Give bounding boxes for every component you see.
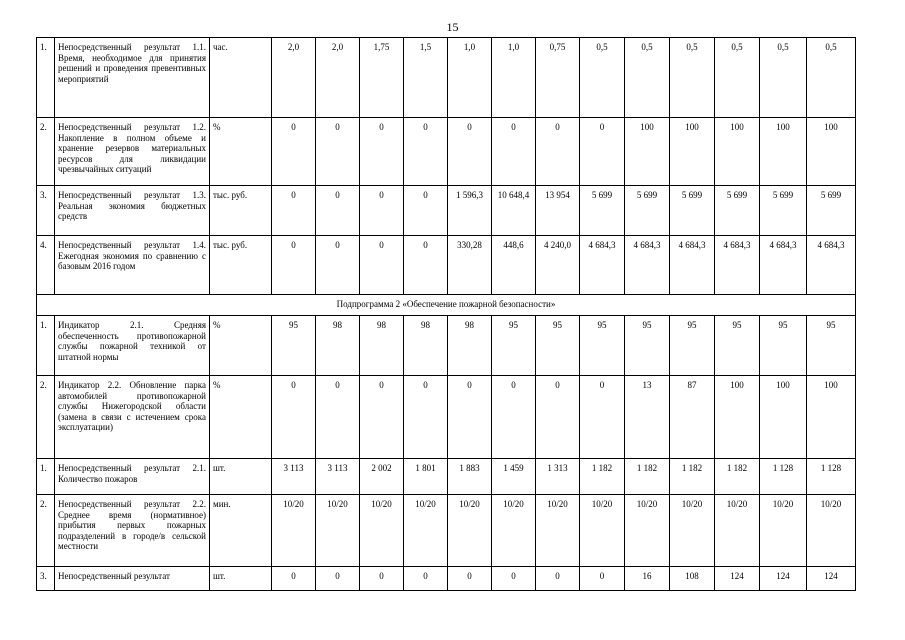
value-cell: 2,0: [272, 38, 316, 118]
value-cell: 0: [580, 376, 625, 459]
value-cell: 1 801: [404, 459, 448, 495]
value-cell: 1 459: [492, 459, 536, 495]
row-number: 3.: [37, 567, 55, 591]
value-cell: 4 240,0: [536, 236, 580, 295]
value-cell: 0,5: [760, 38, 807, 118]
value-cell: 0,5: [670, 38, 715, 118]
row-number: 1.: [37, 38, 55, 118]
value-cell: 95: [625, 316, 670, 376]
row-number: 2.: [37, 118, 55, 186]
value-cell: 0,75: [536, 38, 580, 118]
value-cell: 1,0: [448, 38, 492, 118]
value-cell: 10/20: [492, 495, 536, 567]
unit-cell: мин.: [210, 495, 272, 567]
value-cell: 1 128: [807, 459, 856, 495]
value-cell: 0: [536, 376, 580, 459]
value-cell: 0: [492, 118, 536, 186]
value-cell: 95: [807, 316, 856, 376]
value-cell: 10/20: [536, 495, 580, 567]
table-row: [37, 567, 856, 591]
page-number: 15: [446, 20, 459, 34]
table-row: [37, 376, 856, 459]
table-row: [37, 316, 856, 376]
row-number: 2.: [37, 376, 55, 459]
value-cell: 0: [272, 567, 316, 591]
section-header-row: [37, 295, 856, 316]
value-cell: 0: [580, 118, 625, 186]
value-cell: 0: [580, 567, 625, 591]
value-cell: 10/20: [807, 495, 856, 567]
value-cell: 0: [492, 376, 536, 459]
value-cell: 0,5: [580, 38, 625, 118]
value-cell: 0: [536, 118, 580, 186]
value-cell: 0: [360, 186, 404, 236]
value-cell: 13: [625, 376, 670, 459]
value-cell: 10/20: [760, 495, 807, 567]
unit-cell: шт.: [210, 567, 272, 591]
value-cell: 5 699: [580, 186, 625, 236]
row-number: 1.: [37, 316, 55, 376]
value-cell: 100: [760, 376, 807, 459]
value-cell: 1 128: [760, 459, 807, 495]
section-title: Подпрограмма 2 «Обеспечение пожарной безопасности»: [37, 295, 856, 316]
value-cell: 4 684,3: [715, 236, 760, 295]
value-cell: 1 182: [670, 459, 715, 495]
value-cell: 108: [670, 567, 715, 591]
value-cell: 0: [316, 567, 360, 591]
value-cell: 0: [404, 376, 448, 459]
table-row: [37, 495, 856, 567]
value-cell: 1 182: [715, 459, 760, 495]
value-cell: 0,5: [807, 38, 856, 118]
table-row: [37, 236, 856, 295]
value-cell: 1,5: [404, 38, 448, 118]
value-cell: 448,6: [492, 236, 536, 295]
value-cell: 3 113: [272, 459, 316, 495]
value-cell: 0: [316, 186, 360, 236]
row-number: 4.: [37, 236, 55, 295]
table-row: [37, 186, 856, 236]
indicator-name: Непосредственный результат 2.1. Количество пожаров: [55, 459, 210, 495]
value-cell: 0: [272, 118, 316, 186]
value-cell: 98: [448, 316, 492, 376]
value-cell: 95: [760, 316, 807, 376]
indicator-name: Непосредственный результат: [55, 567, 210, 591]
value-cell: 0: [360, 376, 404, 459]
value-cell: 1 883: [448, 459, 492, 495]
value-cell: 10/20: [448, 495, 492, 567]
value-cell: 10 648,4: [492, 186, 536, 236]
value-cell: 0: [272, 186, 316, 236]
value-cell: 5 699: [625, 186, 670, 236]
unit-cell: %: [210, 376, 272, 459]
table-row: [37, 38, 856, 118]
unit-cell: %: [210, 118, 272, 186]
value-cell: 95: [492, 316, 536, 376]
row-number: 2.: [37, 495, 55, 567]
value-cell: 330,28: [448, 236, 492, 295]
indicator-name: Индикатор 2.2. Обновление парка автомобилей противопожарной службы Нижегородской области (замена в связи с истечением срока эксплуатации): [55, 376, 210, 459]
unit-cell: час.: [210, 38, 272, 118]
value-cell: 100: [807, 376, 856, 459]
value-cell: 10/20: [316, 495, 360, 567]
value-cell: 0: [316, 118, 360, 186]
indicators-table: [36, 37, 856, 591]
value-cell: 1 182: [580, 459, 625, 495]
value-cell: 124: [715, 567, 760, 591]
value-cell: 4 684,3: [625, 236, 670, 295]
value-cell: 4 684,3: [807, 236, 856, 295]
unit-cell: тыс. руб.: [210, 236, 272, 295]
value-cell: 0: [272, 236, 316, 295]
value-cell: 1 313: [536, 459, 580, 495]
value-cell: 3 113: [316, 459, 360, 495]
value-cell: 5 699: [670, 186, 715, 236]
value-cell: 0: [404, 236, 448, 295]
value-cell: 124: [760, 567, 807, 591]
value-cell: 1,0: [492, 38, 536, 118]
value-cell: 0: [360, 236, 404, 295]
value-cell: 5 699: [760, 186, 807, 236]
value-cell: 100: [807, 118, 856, 186]
value-cell: 100: [715, 118, 760, 186]
value-cell: 10/20: [360, 495, 404, 567]
value-cell: 0: [316, 236, 360, 295]
value-cell: 2,0: [316, 38, 360, 118]
value-cell: 0: [404, 567, 448, 591]
indicator-name: Непосредственный результат 2.2. Среднее время (нормативное) прибытия первых пожарных подразделений в городе/в сельской местности: [55, 495, 210, 567]
value-cell: 95: [536, 316, 580, 376]
value-cell: 95: [580, 316, 625, 376]
value-cell: 0: [272, 376, 316, 459]
value-cell: 124: [807, 567, 856, 591]
value-cell: 2 002: [360, 459, 404, 495]
value-cell: 98: [360, 316, 404, 376]
value-cell: 100: [760, 118, 807, 186]
indicator-name: Непосредственный результат 1.2. Накопление в полном объеме и хранение резервов материальных ресурсов для ликвидации чрезвычайных ситуаций: [55, 118, 210, 186]
value-cell: 1 596,3: [448, 186, 492, 236]
value-cell: 10/20: [625, 495, 670, 567]
value-cell: 100: [715, 376, 760, 459]
value-cell: 10/20: [272, 495, 316, 567]
value-cell: 16: [625, 567, 670, 591]
value-cell: 5 699: [715, 186, 760, 236]
value-cell: 0: [448, 376, 492, 459]
value-cell: 4 684,3: [580, 236, 625, 295]
value-cell: 0: [404, 186, 448, 236]
value-cell: 0: [536, 567, 580, 591]
value-cell: 98: [404, 316, 448, 376]
value-cell: 10/20: [404, 495, 448, 567]
row-number: 3.: [37, 186, 55, 236]
value-cell: 0: [492, 567, 536, 591]
indicator-name: Непосредственный результат 1.4. Ежегодная экономия по сравнению с базовым 2016 годом: [55, 236, 210, 295]
value-cell: 0,5: [715, 38, 760, 118]
value-cell: 0,5: [625, 38, 670, 118]
indicator-name: Непосредственный результат 1.3. Реальная экономия бюджетных средств: [55, 186, 210, 236]
value-cell: 5 699: [807, 186, 856, 236]
table-row: [37, 118, 856, 186]
value-cell: 95: [272, 316, 316, 376]
value-cell: 4 684,3: [760, 236, 807, 295]
unit-cell: тыс. руб.: [210, 186, 272, 236]
row-number: 1.: [37, 459, 55, 495]
value-cell: 100: [625, 118, 670, 186]
value-cell: 0: [360, 118, 404, 186]
table-row: [37, 459, 856, 495]
value-cell: 0: [404, 118, 448, 186]
unit-cell: шт.: [210, 459, 272, 495]
value-cell: 0: [448, 567, 492, 591]
value-cell: 0: [448, 118, 492, 186]
unit-cell: %: [210, 316, 272, 376]
value-cell: 0: [316, 376, 360, 459]
value-cell: 98: [316, 316, 360, 376]
value-cell: 100: [670, 118, 715, 186]
value-cell: 87: [670, 376, 715, 459]
value-cell: 10/20: [670, 495, 715, 567]
value-cell: 4 684,3: [670, 236, 715, 295]
indicator-name: Индикатор 2.1. Средняя обеспеченность противопожарной службы пожарной техникой от штатной нормы: [55, 316, 210, 376]
value-cell: 95: [715, 316, 760, 376]
indicator-name: Непосредственный результат 1.1. Время, необходимое для принятия решений и проведения превентивных мероприятий: [55, 38, 210, 118]
value-cell: 1 182: [625, 459, 670, 495]
value-cell: 0: [360, 567, 404, 591]
value-cell: 10/20: [715, 495, 760, 567]
value-cell: 13 954: [536, 186, 580, 236]
value-cell: 95: [670, 316, 715, 376]
value-cell: 10/20: [580, 495, 625, 567]
value-cell: 1,75: [360, 38, 404, 118]
